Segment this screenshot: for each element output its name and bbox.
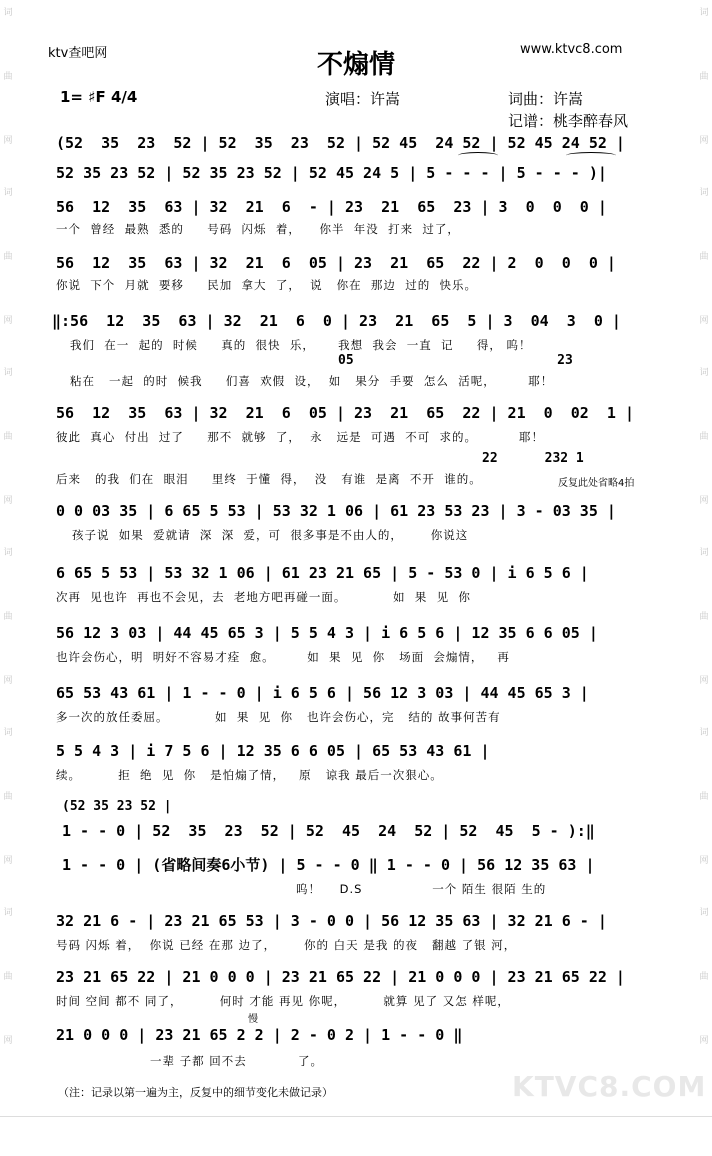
singer-credit: 演唱：许嵩 (325, 90, 401, 108)
watermark-char: 曲 (699, 792, 709, 802)
chorus-line-2-lyric: 次再 见也许 再也不会见，去 老地方吧再碰一面。 如 果 见 你 (56, 590, 471, 604)
watermark-char: 词 (3, 188, 13, 198)
ending-bracket-notes: (52 35 23 52 | (62, 799, 172, 814)
verse-line-1-lyric: 一个 曾经 最熟 悉的 号码 闪烁 着， 你半 年没 打来 过了， (56, 222, 460, 236)
watermark-char: 词 (3, 548, 13, 558)
watermark-char: 曲 (3, 612, 13, 622)
repeat-note: 反复此处省略4拍 (558, 478, 635, 489)
verse-line-4-lyric: 彼此 真心 付出 过了 那不 就够 了， 永 远是 可遇 不可 求的。 耶！ (56, 430, 544, 444)
song-title: 不煽情 (316, 50, 395, 80)
chorus-line-3-lyric: 也许会伤心，明 明好不容易才痊 愈。 如 果 见 你 场面 会煽情， 再 (56, 650, 510, 664)
watermark-char: 曲 (699, 972, 709, 982)
verse-line-1-notes: 56 12 35 63 | 32 21 6 - | 23 21 65 23 | 3 0 0 0 | (56, 198, 607, 216)
chorus-line-1-notes: 0 0 03 35 | 6 65 5 53 | 53 32 1 06 | 61 23 53 23 | 3 - 03 35 | (56, 502, 616, 520)
watermark-char: 网 (699, 856, 709, 866)
outro-line-1-lyric: 号码 闪烁 着， 你说 已经 在那 边了， 你的 白天 是我 的夜 翻越 了银 河， (56, 938, 517, 952)
verse-line-4-lyric-2: 后来 的我 们在 眼泪 里终 于懂 得， 没 有谁 是离 不开 谁的。 (56, 472, 482, 486)
watermark-char: 网 (3, 676, 13, 686)
composer-credit: 词曲：许嵩 (508, 90, 584, 108)
watermark-char: 曲 (699, 72, 709, 82)
watermark-char: 词 (699, 188, 709, 198)
transcriber-credit: 记谱：桃李醉春风 (508, 112, 629, 130)
chorus-line-4-notes: 65 53 43 61 | 1 - - 0 | i 6 5 6 | 56 12 3 03 | 44 45 65 3 | (56, 684, 589, 702)
verse-line-4-notes: 56 12 35 63 | 32 21 6 05 | 23 21 65 22 | 21 0 02 1 | (56, 404, 634, 422)
watermark-char: 曲 (699, 432, 709, 442)
tie-arc (458, 152, 498, 159)
watermark-char: 曲 (3, 432, 13, 442)
ending-line-2-lyric: 呜！ D.S 一个 陌生 很陌 生的 (296, 882, 547, 896)
watermark-char: 曲 (3, 72, 13, 82)
verse-line-3-alt-notes: 05 23 (338, 353, 573, 368)
watermark-char: 词 (699, 728, 709, 738)
watermark-char: 词 (3, 8, 13, 18)
chorus-line-5-notes: 5 5 4 3 | i 7 5 6 | 12 35 6 6 05 | 65 53 43 61 | (56, 742, 490, 760)
outro-line-3-lyric: 一辈 子都 回不去 了。 (150, 1054, 324, 1068)
watermark-char: 词 (699, 368, 709, 378)
watermark-char: 网 (699, 676, 709, 686)
tempo-mark: 慢 (248, 1014, 258, 1025)
watermark-char: 词 (699, 8, 709, 18)
watermark-char: 词 (699, 908, 709, 918)
watermark-char: 网 (3, 856, 13, 866)
watermark-char: 曲 (3, 252, 13, 262)
watermark-char: 词 (3, 368, 13, 378)
watermark-char: 网 (699, 136, 709, 146)
watermark-char: 曲 (699, 612, 709, 622)
verse-line-2-lyric: 你说 下个 月就 要移 民加 拿大 了， 说 你在 那边 过的 快乐。 (56, 278, 478, 292)
key-signature: 1= ♯F 4/4 (60, 88, 138, 106)
watermark-char: 网 (3, 136, 13, 146)
watermark-char: 网 (699, 496, 709, 506)
outro-line-2-notes: 23 21 65 22 | 21 0 0 0 | 23 21 65 22 | 21 0 0 0 | 23 21 65 22 | (56, 968, 625, 986)
tie-arc (566, 152, 616, 159)
outro-line-1-notes: 32 21 6 - | 23 21 65 53 | 3 - 0 0 | 56 12 35 63 | 32 21 6 - | (56, 912, 607, 930)
watermark-char: 词 (3, 728, 13, 738)
chorus-line-3-notes: 56 12 3 03 | 44 45 65 3 | 5 5 4 3 | i 6 5 6 | 12 35 6 6 05 | (56, 624, 598, 642)
watermark-char: 曲 (3, 972, 13, 982)
verse-line-3-lyric-2: 粘在 一起 的时 候我 们喜 欢假 设， 如 果分 手要 怎么 活呢， 耶！ (70, 374, 554, 388)
verse-line-2-notes: 56 12 35 63 | 32 21 6 05 | 23 21 65 22 | 2 0 0 0 | (56, 254, 616, 272)
watermark-char: 网 (699, 1036, 709, 1046)
watermark-char: 词 (3, 908, 13, 918)
verse-line-3-notes: ‖:56 12 35 63 | 32 21 6 0 | 23 21 65 5 | 3 04 3 0 | (52, 312, 621, 330)
chorus-line-2-notes: 6 65 5 53 | 53 32 1 06 | 61 23 21 65 | 5 - 53 0 | i 6 5 6 | (56, 564, 589, 582)
footnote: （注：记录以第一遍为主，反复中的细节变化未做记录） (58, 1086, 333, 1099)
watermark-logo: KTVC8.COM (512, 1070, 707, 1103)
footer-divider (0, 1116, 712, 1117)
watermark-left (0, 0, 16, 1156)
verse-line-4-alt-notes: 22 232 1 (482, 451, 584, 466)
watermark-char: 词 (699, 548, 709, 558)
watermark-char: 曲 (699, 252, 709, 262)
outro-line-3-notes: 21 0 0 0 | 23 21 65 2 2 | 2 - 0 2 | 1 - - 0 ‖ (56, 1026, 463, 1044)
intro-line-2: 52 35 23 52 | 52 35 23 52 | 52 45 24 5 | 5 - - - | 5 - - - )| (56, 164, 607, 182)
watermark-right (696, 0, 712, 1156)
site-url-right: www.ktvc8.com (520, 42, 623, 57)
chorus-line-5-lyric: 续。 拒 绝 见 你 是怕煽了情， 原 谅我 最后一次狠心。 (56, 768, 443, 782)
chorus-line-4-lyric: 多一次的放任委屈。 如 果 见 你 也许会伤心，完 结的 故事何苦有 (56, 710, 501, 724)
chorus-line-1-lyric: 孩子说 如果 爱就请 深 深 爱，可 很多事是不由人的， 你说这 (72, 528, 469, 542)
watermark-char: 曲 (3, 792, 13, 802)
watermark-char: 网 (3, 1036, 13, 1046)
ending-line-notes: 1 - - 0 | 52 35 23 52 | 52 45 24 52 | 52 45 5 - ):‖ (62, 822, 595, 840)
watermark-char: 网 (3, 496, 13, 506)
site-name-left: ktv查吧网 (48, 46, 108, 61)
watermark-char: 网 (699, 316, 709, 326)
watermark-char: 网 (3, 316, 13, 326)
ending-line-2-notes: 1 - - 0 | (省略间奏6小节) | 5 - - 0 ‖ 1 - - 0 | 56 12 35 63 | (62, 856, 595, 874)
verse-line-3-lyric: 我们 在一 起的 时候 真的 很快 乐， 我想 我会 一直 记 得， 呜！ (70, 338, 532, 352)
outro-line-2-lyric: 时间 空间 都不 同了， 何时 才能 再见 你呢， 就算 见了 又怎 样呢， (56, 994, 510, 1008)
intro-line-1: (52 35 23 52 | 52 35 23 52 | 52 45 24 52 | 52 45 24 52 | (56, 134, 625, 152)
